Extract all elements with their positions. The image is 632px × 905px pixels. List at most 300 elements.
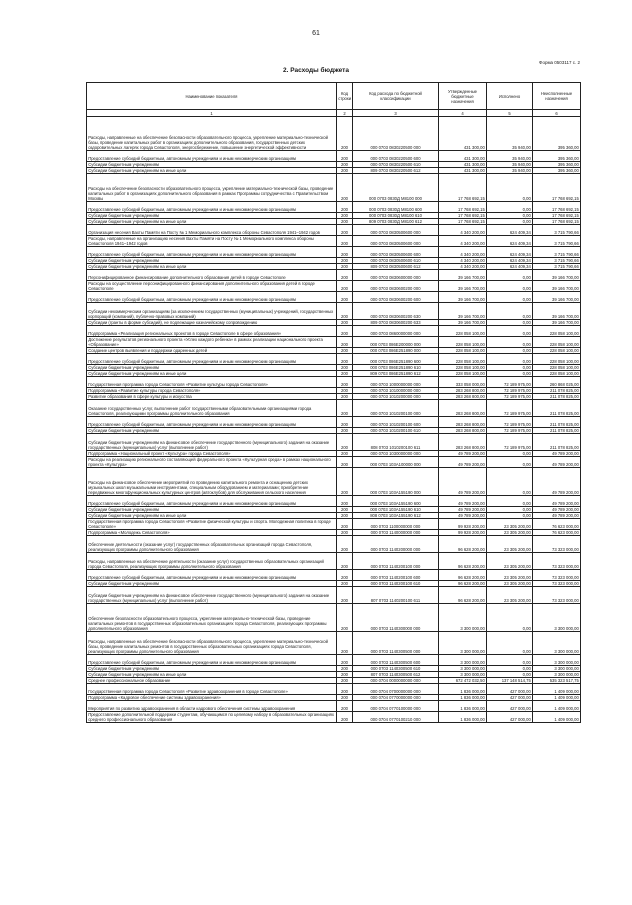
row-name: Предоставление субсидий бюджетным, автономным учреждениям и иным некоммерческим организациям <box>87 202 337 213</box>
row-kbk: 000 0703 0830220500 000 <box>353 117 439 151</box>
row-executed: 23 305 200,00 <box>487 570 533 581</box>
row-approved: 431 300,00 <box>439 117 487 151</box>
row-approved: 1 836 000,00 <box>439 701 487 712</box>
row-name: Субсидии бюджетным учреждениям <box>87 162 337 168</box>
row-approved: 1 836 000,00 <box>439 695 487 701</box>
row-executed: 624 409,34 <box>487 236 533 247</box>
row-approved: 96 628 200,00 <box>439 536 487 553</box>
row-remaining: 228 058 100,00 <box>533 337 581 348</box>
row-executed: 0,00 <box>487 468 533 496</box>
table-row <box>87 117 581 151</box>
row-line-code: 200 <box>337 236 353 247</box>
table-row <box>87 225 581 236</box>
row-approved: 228 058 100,00 <box>439 348 487 354</box>
row-name: Предоставление дополнительной поддержки студентам, обучающимся по целевому набору в образовательных организациях среднего профессионального образования <box>87 712 337 723</box>
row-executed: 427 000,00 <box>487 695 533 701</box>
table-row <box>87 434 581 451</box>
row-approved: 3 300 000,00 <box>439 604 487 632</box>
row-executed: 427 000,00 <box>487 712 533 723</box>
row-name: Подпрограмма «Кадровое обеспечение системы здравоохранения» <box>87 695 337 701</box>
row-line-code: 200 <box>337 507 353 513</box>
table-row <box>87 536 581 553</box>
row-line-code: 200 <box>337 536 353 553</box>
row-line-code: 200 <box>337 513 353 519</box>
row-kbk: 000 0703 0830600200 630 <box>353 303 439 320</box>
row-name: Государственная программа города Севастополя «Развитие культуры города Севастополя» <box>87 377 337 388</box>
row-remaining: 3 300 000,00 <box>533 632 581 655</box>
column-number: 2 <box>337 110 353 117</box>
row-kbk: 000 0703 0830Д М8100 000 <box>353 174 439 202</box>
row-line-code: 200 <box>337 371 353 377</box>
row-line-code: 200 <box>337 337 353 348</box>
row-name: Достижение результатов регионального проекта «Успех каждого ребенка» в рамках реализации национального проекта «Образование» <box>87 337 337 348</box>
row-approved: 39 166 700,00 <box>439 320 487 326</box>
table-row <box>87 236 581 247</box>
row-approved: 431 300,00 <box>439 162 487 168</box>
row-name: Расходы, направленные на обеспечение безопасности образовательного процесса, укрепление материально-технической базы, проведение капитальных работ в организациях дополнительного образования, государственных детских оздоровительных лагерях города Севастополя, энергосбережение, повышение энергетической эффективности <box>87 117 337 151</box>
row-name: Предоставление субсидий бюджетным, автономным учреждениям и иным некоммерческим организациям <box>87 247 337 258</box>
row-line-code: 200 <box>337 258 353 264</box>
row-approved: 96 628 200,00 <box>439 553 487 570</box>
row-remaining: 73 323 000,00 <box>533 587 581 604</box>
row-name: Государственная программа города Севастополя «Развитие здравоохранения в городе Севастополе» <box>87 684 337 695</box>
row-remaining: 211 078 825,00 <box>533 394 581 400</box>
row-remaining: 3 715 790,66 <box>533 247 581 258</box>
row-remaining: 228 058 100,00 <box>533 354 581 365</box>
row-executed: 0,00 <box>487 513 533 519</box>
row-approved: 49 789 200,00 <box>439 457 487 468</box>
row-name: Подпрограмма «Молодежь Севастополя» <box>87 530 337 536</box>
row-executed: 23 305 200,00 <box>487 553 533 570</box>
row-kbk: 000 0703 0830220500 600 <box>353 151 439 162</box>
table-row <box>87 519 581 530</box>
row-approved: 4 340 200,00 <box>439 247 487 258</box>
row-name: Предоставление субсидий бюджетным, автономным учреждениям и иным некоммерческим организациям <box>87 292 337 303</box>
row-remaining: 3 715 790,66 <box>533 264 581 270</box>
form-label: Форма 0503117 с. 2 <box>539 60 580 65</box>
row-approved: 17 768 692,15 <box>439 202 487 213</box>
row-remaining: 395 360,00 <box>533 117 581 151</box>
row-remaining: 395 360,00 <box>533 162 581 168</box>
row-kbk: 000 0703 086E251890 000 <box>353 348 439 354</box>
row-line-code: 200 <box>337 174 353 202</box>
row-executed: 0,00 <box>487 174 533 202</box>
row-line-code: 200 <box>337 695 353 701</box>
row-approved: 96 628 200,00 <box>439 587 487 604</box>
row-executed: 624 409,34 <box>487 258 533 264</box>
row-executed: 0,00 <box>487 365 533 371</box>
header-kbk: Код расхода по бюджетной классификации <box>353 83 439 110</box>
row-kbk: 000 0703 1140200100 610 <box>353 581 439 587</box>
row-kbk: 000 0703 103A155190 610 <box>353 507 439 513</box>
row-executed: 0,00 <box>487 292 533 303</box>
row-remaining: 49 789 200,00 <box>533 513 581 519</box>
row-kbk: 809 0703 0830500600 612 <box>353 264 439 270</box>
row-kbk: 808 0703 103A155190 612 <box>353 513 439 519</box>
row-kbk: 000 0703 1140200100 000 <box>353 553 439 570</box>
row-approved: 228 058 100,00 <box>439 326 487 337</box>
table-row <box>87 701 581 712</box>
row-name: Субсидии бюджетным учреждениям на иные цели <box>87 371 337 377</box>
row-name: Предоставление субсидий бюджетным, автономным учреждениям и иным некоммерческим организациям <box>87 417 337 428</box>
table-row <box>87 496 581 507</box>
row-kbk: 000 0703 0830500600 610 <box>353 258 439 264</box>
row-line-code: 200 <box>337 468 353 496</box>
row-line-code: 200 <box>337 247 353 258</box>
row-line-code: 200 <box>337 553 353 570</box>
row-executed: 23 305 200,00 <box>487 581 533 587</box>
row-name: Субсидии бюджетным учреждениям на иные цели <box>87 513 337 519</box>
row-name: Предоставление субсидий бюджетным, автономным учреждениям и иным некоммерческим организациям <box>87 655 337 666</box>
row-name: Расходы на осуществление персонифицированного финансирования дополнительного образования детей в городе Севастополе <box>87 281 337 292</box>
row-executed: 0,00 <box>487 451 533 457</box>
table-row <box>87 270 581 281</box>
header-line-code: Код строки <box>337 83 353 110</box>
table-row <box>87 377 581 388</box>
table-row <box>87 457 581 468</box>
row-kbk: 000 0703 1010000000 000 <box>353 388 439 394</box>
row-line-code: 200 <box>337 303 353 320</box>
row-kbk: 000 0704 0770100000 000 <box>353 701 439 712</box>
row-name: Субсидии бюджетным учреждениям <box>87 666 337 672</box>
row-kbk: 000 0704 0770000000 000 <box>353 695 439 701</box>
row-executed: 0,00 <box>487 457 533 468</box>
row-line-code: 200 <box>337 394 353 400</box>
row-line-code: 200 <box>337 168 353 174</box>
row-executed: 72 189 975,00 <box>487 434 533 451</box>
row-line-code: 200 <box>337 365 353 371</box>
row-remaining: 3 300 000,00 <box>533 655 581 666</box>
row-kbk: 000 0703 0830500600 600 <box>353 247 439 258</box>
row-name: Субсидии (гранты в форме субсидий), не подлежащие казначейскому сопровождению <box>87 320 337 326</box>
row-remaining: 73 323 000,00 <box>533 553 581 570</box>
row-name: Субсидии бюджетным учреждениям на иные цели <box>87 168 337 174</box>
row-executed: 624 409,34 <box>487 264 533 270</box>
row-executed: 0,00 <box>487 281 533 292</box>
row-kbk: 808 0703 1010200100 611 <box>353 434 439 451</box>
row-executed: 0,00 <box>487 632 533 655</box>
row-kbk: 000 0703 0830Д М8100 610 <box>353 213 439 219</box>
row-remaining: 3 300 000,00 <box>533 672 581 678</box>
row-approved: 1 836 000,00 <box>439 684 487 695</box>
row-remaining: 39 166 700,00 <box>533 292 581 303</box>
row-line-code: 200 <box>337 434 353 451</box>
row-line-code: 200 <box>337 270 353 281</box>
table-row <box>87 303 581 320</box>
row-name: Подпрограмма «Развитие культуры города Севастополя» <box>87 388 337 394</box>
row-approved: 431 300,00 <box>439 168 487 174</box>
row-executed: 0,00 <box>487 303 533 320</box>
row-line-code: 200 <box>337 530 353 536</box>
row-approved: 99 928 200,00 <box>439 530 487 536</box>
table-row <box>87 587 581 604</box>
row-kbk: 000 0704 0000000000 000 <box>353 678 439 684</box>
row-line-code: 200 <box>337 684 353 695</box>
table-row <box>87 174 581 202</box>
row-remaining: 3 300 000,00 <box>533 604 581 632</box>
row-remaining: 49 789 200,00 <box>533 496 581 507</box>
row-name: Государственная программа города Севастополя «Развитие физической культуры и спорта. Молодежная политика в городе Севастополе» <box>87 519 337 530</box>
row-remaining: 17 768 692,15 <box>533 174 581 202</box>
page-title: 2. Расходы бюджета <box>283 67 349 74</box>
row-executed: 0,00 <box>487 219 533 225</box>
row-name: Предоставление субсидий бюджетным, автономным учреждениям и иным некоммерческим организациям <box>87 354 337 365</box>
row-executed: 0,00 <box>487 672 533 678</box>
row-executed: 72 189 975,00 <box>487 388 533 394</box>
row-line-code: 200 <box>337 400 353 417</box>
table-row <box>87 712 581 723</box>
row-kbk: 000 0703 0830220500 610 <box>353 162 439 168</box>
row-remaining: 39 166 700,00 <box>533 270 581 281</box>
row-line-code: 200 <box>337 348 353 354</box>
expenditure-table <box>86 82 581 723</box>
row-name: Развитие образования в сфере культуры и искусства <box>87 394 337 400</box>
row-executed: 0,00 <box>487 348 533 354</box>
header-approved: Утвержденные бюджетные назначения <box>439 83 487 110</box>
row-approved: 228 058 100,00 <box>439 371 487 377</box>
row-kbk: 000 0704 0700000000 000 <box>353 684 439 695</box>
row-line-code: 200 <box>337 655 353 666</box>
row-line-code: 200 <box>337 678 353 684</box>
row-name: Расходы на обеспечение безопасности образовательного процесса, укрепление материально-технической базы, проведение капитальных работ в организациях дополнительного образования в рамках Программы сотрудничества с Правительством Москвы <box>87 174 337 202</box>
row-remaining: 76 623 000,00 <box>533 519 581 530</box>
row-line-code: 200 <box>337 570 353 581</box>
row-line-code: 200 <box>337 388 353 394</box>
row-remaining: 49 789 200,00 <box>533 468 581 496</box>
row-kbk: 000 0703 0830500600 000 <box>353 225 439 236</box>
row-kbk: 000 0703 0860000000 000 <box>353 326 439 337</box>
row-approved: 49 789 200,00 <box>439 496 487 507</box>
row-approved: 283 268 800,00 <box>439 434 487 451</box>
row-approved: 17 768 692,15 <box>439 174 487 202</box>
table-row <box>87 604 581 632</box>
row-kbk: 809 0703 0830Д М8100 612 <box>353 219 439 225</box>
row-remaining: 3 715 790,66 <box>533 236 581 247</box>
row-kbk: 000 0703 1100000000 000 <box>353 519 439 530</box>
row-line-code: 200 <box>337 587 353 604</box>
row-name: Подпрограмма «Реализация региональных проектов в городе Севастополе в сфере образования» <box>87 326 337 337</box>
row-name: Расходы, направленные на обеспечение безопасности образовательного процесса, укрепление материально-технической базы, проведение капитальных ремонтов в государственных образовательных организациях города Севастополя, реализующих программы дополнительного образования <box>87 632 337 655</box>
row-kbk: 000 0704 0770100210 000 <box>353 712 439 723</box>
row-approved: 228 058 100,00 <box>439 365 487 371</box>
row-approved: 96 628 200,00 <box>439 570 487 581</box>
row-approved: 4 340 200,00 <box>439 264 487 270</box>
row-kbk: 000 0703 0830500600 000 <box>353 236 439 247</box>
column-number: 5 <box>487 110 533 117</box>
row-executed: 0,00 <box>487 655 533 666</box>
row-approved: 96 628 200,00 <box>439 581 487 587</box>
row-name: Субсидии некоммерческим организациям (за исключением государственных (муниципальных) учреждений, государственных корпораций (компаний), публично-правовых компаний) <box>87 303 337 320</box>
row-executed: 0,00 <box>487 496 533 507</box>
row-name: Обеспечение безопасности образовательного процесса, укрепление материально-технической базы, проведение капитальных ремонтов в государственных образовательных организациях города Севастополя, реализующих программы дополнительного образования <box>87 604 337 632</box>
row-name: Предоставление субсидий бюджетным, автономным учреждениям и иным некоммерческим организациям <box>87 151 337 162</box>
row-remaining: 211 078 825,00 <box>533 428 581 434</box>
row-line-code: 200 <box>337 451 353 457</box>
row-line-code: 200 <box>337 519 353 530</box>
table-row <box>87 570 581 581</box>
row-name: Субсидии бюджетным учреждениям <box>87 213 337 219</box>
row-approved: 17 768 692,15 <box>439 219 487 225</box>
row-approved: 283 268 800,00 <box>439 400 487 417</box>
row-approved: 283 268 800,00 <box>439 388 487 394</box>
row-kbk: 000 0703 0830600200 000 <box>353 281 439 292</box>
header-remaining: Неисполненные назначения <box>533 83 581 110</box>
row-remaining: 3 300 000,00 <box>533 666 581 672</box>
row-kbk: 809 0703 0830220500 612 <box>353 168 439 174</box>
row-kbk: 000 0703 103A155190 600 <box>353 496 439 507</box>
row-remaining: 1 409 000,00 <box>533 684 581 695</box>
header-executed: Исполнено <box>487 83 533 110</box>
row-kbk: 000 0703 086E251890 600 <box>353 354 439 365</box>
row-executed: 23 305 200,00 <box>487 519 533 530</box>
row-name: Расходы на финансовое обеспечение мероприятий по проведению капитального ремонта и оснащению детских музыкальных школ музыкальными инструментами, специальным оборудованием и материалами; приобретение передвижных многофункциональных культурных центров (автоклубов) для обслуживания сельского населения <box>87 468 337 496</box>
row-executed: 0,00 <box>487 213 533 219</box>
row-approved: 283 268 800,00 <box>439 417 487 428</box>
row-kbk: 000 0703 1140300500 600 <box>353 655 439 666</box>
row-executed: 0,00 <box>487 604 533 632</box>
row-line-code: 200 <box>337 496 353 507</box>
row-name: Субсидии бюджетным учреждениям на иные цели <box>87 219 337 225</box>
row-executed: 0,00 <box>487 337 533 348</box>
row-remaining: 73 323 000,00 <box>533 581 581 587</box>
row-executed: 0,00 <box>487 666 533 672</box>
row-approved: 39 166 700,00 <box>439 292 487 303</box>
row-kbk: 000 0703 1000000000 000 <box>353 377 439 388</box>
row-executed: 72 189 975,00 <box>487 428 533 434</box>
row-name: Расходы на реализацию регионального составляющей федерального проекта «Культурная среда» в рамках национального проекта «Культура» <box>87 457 337 468</box>
row-kbk: 000 0703 1030000000 000 <box>353 451 439 457</box>
row-line-code: 200 <box>337 581 353 587</box>
row-name: Подпрограмма «Национальный проект «Культура» города Севастополя» <box>87 451 337 457</box>
row-name: Субсидии бюджетным учреждениям на финансовое обеспечение государственного (муниципального) задания на оказание государственных (муниципальных) услуг (выполнение работ) <box>87 434 337 451</box>
row-executed: 0,00 <box>487 270 533 281</box>
row-name: Субсидии бюджетным учреждениям <box>87 428 337 434</box>
row-name: Субсидии бюджетным учреждениям <box>87 581 337 587</box>
row-remaining: 1 409 000,00 <box>533 712 581 723</box>
table-row <box>87 292 581 303</box>
row-line-code: 200 <box>337 162 353 168</box>
row-approved: 4 340 200,00 <box>439 225 487 236</box>
row-name: Субсидии бюджетным учреждениям <box>87 507 337 513</box>
row-approved: 4 340 200,00 <box>439 258 487 264</box>
row-approved: 39 166 700,00 <box>439 303 487 320</box>
table-row <box>87 337 581 348</box>
row-executed: 0,00 <box>487 326 533 337</box>
row-remaining: 49 789 200,00 <box>533 451 581 457</box>
row-kbk: 000 0703 1010200100 610 <box>353 428 439 434</box>
row-remaining: 39 166 700,00 <box>533 281 581 292</box>
row-remaining: 260 868 025,00 <box>533 377 581 388</box>
row-executed: 72 189 975,00 <box>487 394 533 400</box>
row-line-code: 200 <box>337 320 353 326</box>
row-approved: 3 300 000,00 <box>439 666 487 672</box>
row-kbk: 000 0703 1140300500 000 <box>353 632 439 655</box>
row-kbk: 000 0703 1140000000 000 <box>353 530 439 536</box>
row-executed: 35 940,00 <box>487 162 533 168</box>
row-kbk: 000 0703 0830Д М8100 600 <box>353 202 439 213</box>
row-approved: 17 768 692,15 <box>439 213 487 219</box>
row-executed: 0,00 <box>487 354 533 365</box>
row-name: Предоставление субсидий бюджетным, автономным учреждениям и иным некоммерческим организациям <box>87 496 337 507</box>
row-approved: 99 928 200,00 <box>439 519 487 530</box>
row-line-code: 200 <box>337 672 353 678</box>
table-row <box>87 684 581 695</box>
row-kbk: 000 0703 1010200100 600 <box>353 417 439 428</box>
row-line-code: 200 <box>337 213 353 219</box>
row-name: Предоставление субсидий бюджетным, автономным учреждениям и иным некоммерческим организациям <box>87 570 337 581</box>
row-executed: 35 940,00 <box>487 117 533 151</box>
table-row <box>87 281 581 292</box>
row-name: Субсидии бюджетным учреждениям <box>87 365 337 371</box>
row-executed: 72 189 975,00 <box>487 377 533 388</box>
row-approved: 431 300,00 <box>439 151 487 162</box>
row-line-code: 200 <box>337 428 353 434</box>
row-remaining: 3 715 790,66 <box>533 225 581 236</box>
row-name: Организация несения Вахты Памяти на Посту № 1 Мемориального комплекса обороны Севастополя 1941–1942 годов <box>87 225 337 236</box>
row-line-code: 200 <box>337 417 353 428</box>
row-kbk: 000 0703 1010200000 000 <box>353 394 439 400</box>
row-remaining: 1 409 000,00 <box>533 695 581 701</box>
row-remaining: 211 078 825,00 <box>533 434 581 451</box>
row-remaining: 395 360,00 <box>533 168 581 174</box>
table-row <box>87 202 581 213</box>
row-line-code: 200 <box>337 219 353 225</box>
row-kbk: 000 0703 1140200000 000 <box>353 536 439 553</box>
row-remaining: 228 058 100,00 <box>533 326 581 337</box>
row-line-code: 200 <box>337 151 353 162</box>
row-approved: 49 789 200,00 <box>439 451 487 457</box>
row-remaining: 211 078 825,00 <box>533 417 581 428</box>
row-executed: 35 940,00 <box>487 151 533 162</box>
row-remaining: 49 789 200,00 <box>533 457 581 468</box>
row-remaining: 211 078 825,00 <box>533 400 581 417</box>
row-approved: 3 300 000,00 <box>439 655 487 666</box>
row-line-code: 200 <box>337 202 353 213</box>
row-remaining: 1 409 000,00 <box>533 701 581 712</box>
row-kbk: 000 0703 0830600000 000 <box>353 270 439 281</box>
row-line-code: 200 <box>337 326 353 337</box>
table-row <box>87 468 581 496</box>
row-kbk: 000 0703 0830600200 600 <box>353 292 439 303</box>
row-name: Создание центров выявления и поддержки одаренных детей <box>87 348 337 354</box>
row-executed: 427 000,00 <box>487 684 533 695</box>
row-remaining: 228 058 100,00 <box>533 371 581 377</box>
row-remaining: 73 323 000,00 <box>533 570 581 581</box>
row-line-code: 200 <box>337 457 353 468</box>
row-executed: 72 189 975,00 <box>487 417 533 428</box>
table-row <box>87 354 581 365</box>
row-approved: 333 058 000,00 <box>439 377 487 388</box>
row-line-code: 200 <box>337 264 353 270</box>
table-row <box>87 655 581 666</box>
row-executed: 0,00 <box>487 371 533 377</box>
row-executed: 0,00 <box>487 320 533 326</box>
table-row <box>87 326 581 337</box>
row-remaining: 17 768 692,15 <box>533 219 581 225</box>
row-remaining: 73 323 000,00 <box>533 536 581 553</box>
row-approved: 3 300 000,00 <box>439 672 487 678</box>
row-kbk: 000 0703 1010200100 000 <box>353 400 439 417</box>
row-executed: 0,00 <box>487 202 533 213</box>
column-number: 4 <box>439 110 487 117</box>
row-kbk: 000 0703 103A155190 000 <box>353 468 439 496</box>
row-name: Субсидии бюджетным учреждениям на финансовое обеспечение государственного (муниципального) задания на оказание государственных (муниципальных) услуг (выполнение работ) <box>87 587 337 604</box>
row-executed: 137 148 514,75 <box>487 678 533 684</box>
row-kbk: 000 0703 1140300500 610 <box>353 666 439 672</box>
column-number: 6 <box>533 110 581 117</box>
row-approved: 672 472 032,50 <box>439 678 487 684</box>
row-remaining: 3 715 790,66 <box>533 258 581 264</box>
